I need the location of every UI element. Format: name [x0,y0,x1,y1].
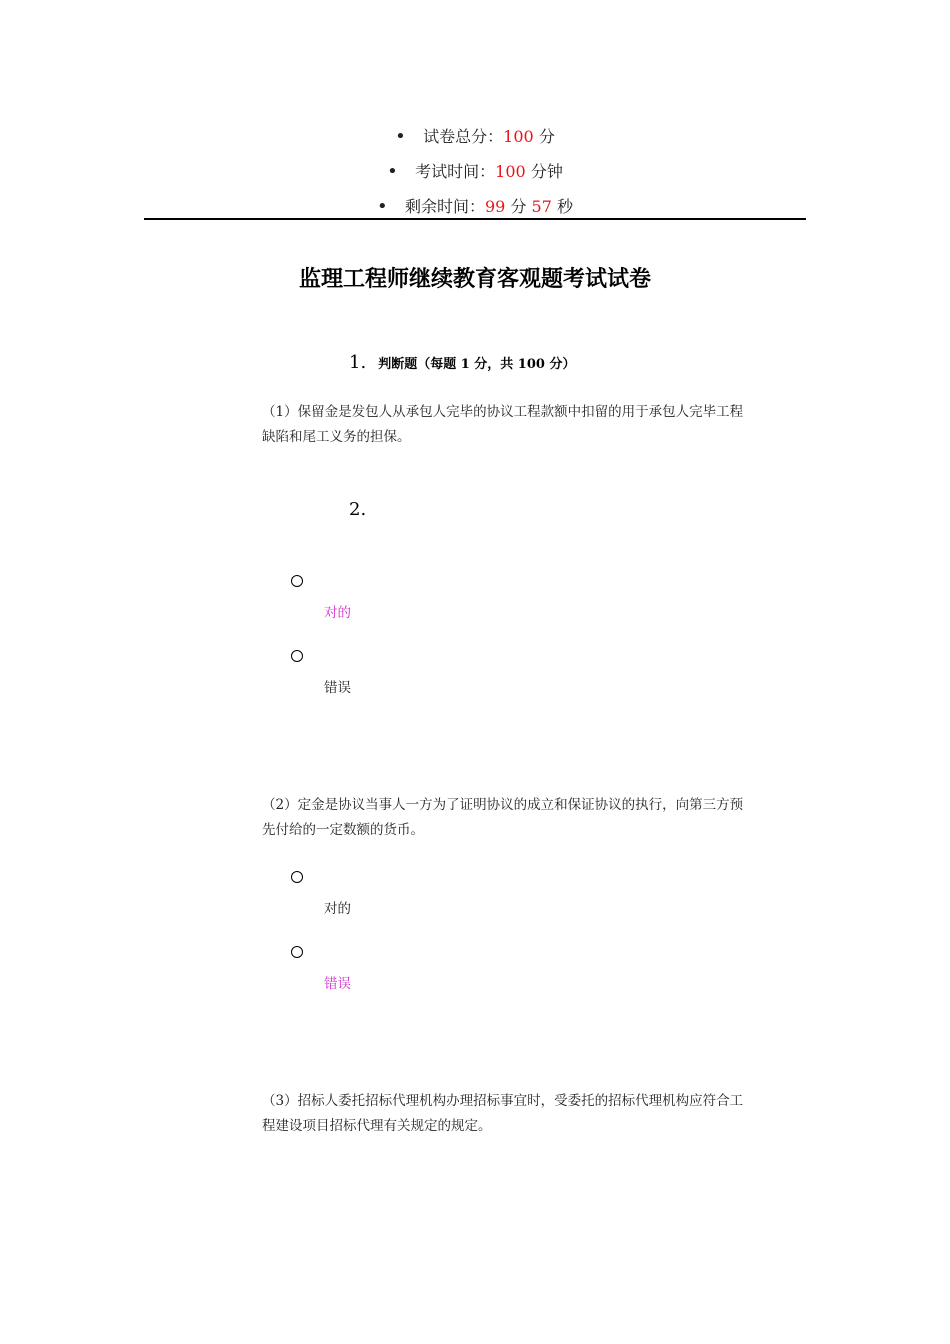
remaining-minutes: 99 [484,197,506,216]
remaining-label: 剩余时间： [404,197,485,216]
section-label: 判断题（每题 1 分，共 100 分） [378,357,576,372]
info-remaining-time [0,197,950,217]
question-2-option-2-radio[interactable] [291,946,303,958]
info-exam-time [0,162,950,182]
question-1-option-2-label[interactable]: 错误 [324,680,351,696]
question-2-option-1-radio[interactable] [291,871,303,883]
question-1-option-1-radio[interactable] [291,575,303,587]
question-1-option-2-radio[interactable] [291,650,303,662]
question-2-option-2-label[interactable]: 错误 [324,976,351,992]
info-total-score [0,127,950,147]
total-score-label: 试卷总分： [423,127,504,146]
bullet-icon: • [376,196,388,217]
header-divider [144,218,806,220]
exam-time-label: 考试时间： [415,162,496,181]
bullet-icon: • [395,126,406,147]
remaining-sec-unit: 秒 [557,197,574,216]
total-score-unit: 分 [538,127,555,146]
section-number: 1. [349,352,367,373]
remaining-min-unit: 分 [510,197,527,216]
section-heading [349,351,575,377]
total-score-value: 100 [503,127,534,146]
exam-time-unit: 分钟 [530,162,563,181]
question-1-option-1-label[interactable]: 对的 [324,605,351,621]
question-1-text: （1）保留金是发包人从承包人完毕的协议工程款额中扣留的用于承包人完毕工程缺陷和尾工义务的担保。 [262,404,744,445]
bullet-icon: • [387,161,398,182]
remaining-seconds: 57 [531,197,552,216]
question-3-text: （3）招标人委托招标代理机构办理招标事宜时，受委托的招标代理机构应符合工程建设项目招标代理有关规定的规定。 [262,1093,744,1134]
page-title: 监理工程师继续教育客观题考试试卷 [298,266,651,292]
question-2-option-1-label[interactable]: 对的 [324,901,351,917]
exam-time-value: 100 [495,162,526,181]
question-2-text: （2）定金是协议当事人一方为了证明协议的成立和保证协议的执行，向第三方预先付给的一定数额的货币。 [262,797,744,838]
sub-number: 2. [349,499,367,520]
